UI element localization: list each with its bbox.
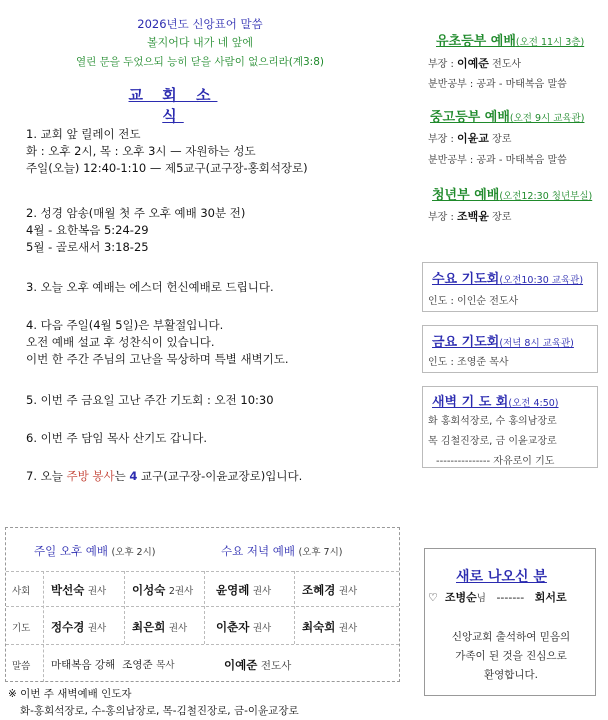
worship-schedule-table bbox=[5, 527, 400, 682]
news-item-3 bbox=[26, 279, 274, 296]
person-title: 2권사 bbox=[168, 586, 194, 597]
table-divider bbox=[6, 644, 399, 645]
elementary-service-title bbox=[436, 30, 584, 49]
news-item-line: 2. 성경 암송(매월 첫 주 오후 예배 30분 전) bbox=[26, 206, 246, 220]
sunday-service-heading bbox=[34, 543, 155, 559]
schedule-cell bbox=[132, 619, 187, 635]
section-title-text: 새벽 기 도 회 bbox=[432, 395, 509, 410]
leader-name: 이예준 bbox=[457, 57, 489, 70]
news-item-2 bbox=[26, 205, 245, 256]
newcomer-entry bbox=[428, 589, 567, 605]
preacher-name: 이예준 bbox=[224, 658, 258, 672]
dawn-prayer-line: --------------- 자유로이 기도 bbox=[436, 456, 555, 467]
table-divider bbox=[204, 571, 205, 644]
news-item-text: 는 bbox=[114, 469, 130, 483]
preacher-name: 조영준 bbox=[122, 659, 153, 671]
section-time: (오전10:30 교육관) bbox=[499, 275, 584, 286]
section-title-text: 수요 기도회 bbox=[432, 272, 500, 287]
person-title: 권사 bbox=[87, 586, 107, 597]
schedule-cell bbox=[132, 582, 193, 598]
motto-year-title: 2026년도 신앙표어 말씀 bbox=[137, 17, 263, 31]
news-item-line: 5월 - 골로새서 3:18-25 bbox=[26, 240, 149, 254]
dawn-leader-note-title: ※ 이번 주 새벽예배 인도자 bbox=[8, 688, 132, 700]
person-name: 최은희 bbox=[132, 620, 166, 634]
leader-title: 장로 bbox=[488, 134, 512, 145]
dawn-prayer-line: 화 홍회석장로, 수 홍의남장로 bbox=[428, 416, 557, 427]
motto-verse-line2: 열린 문을 두었으되 능히 닫을 사람이 없으리라(계3:8) bbox=[76, 56, 324, 68]
schedule-cell bbox=[302, 619, 357, 635]
elementary-leader bbox=[428, 55, 521, 71]
sermon-text: 마태복음 강해 bbox=[51, 659, 116, 671]
person-name: 이춘자 bbox=[216, 620, 250, 634]
person-name: 최숙희 bbox=[302, 620, 336, 634]
row-label-sermon: 말씀 bbox=[12, 661, 31, 672]
section-time: (오전12:30 청년부실) bbox=[499, 191, 593, 202]
welcome-line: 신앙교회 출석하여 믿음의 bbox=[451, 631, 571, 643]
news-item-text: 교구(교구장-이윤교장로)입니다. bbox=[137, 469, 303, 483]
section-time: (오전 4:50) bbox=[508, 398, 559, 409]
dawn-leader-note-list: 화-홍회석장로, 수-홍의남장로, 목-김철진장로, 금-이윤교장로 bbox=[20, 705, 299, 717]
leader-name: 이윤교 bbox=[457, 132, 489, 145]
section-time: (오전 11시 3층) bbox=[515, 37, 585, 48]
person-name: 이성숙 bbox=[132, 583, 166, 597]
news-item-line: 3. 오늘 오후 예배는 에스더 헌신예배로 드립니다. bbox=[26, 280, 274, 294]
motto-header bbox=[0, 14, 400, 73]
middle-high-leader bbox=[428, 130, 511, 146]
wednesday-prayer-leader: 인도 : 이인순 전도사 bbox=[428, 296, 519, 307]
newcomer-name: 조병순 bbox=[444, 591, 477, 604]
news-item-line: 이번 한 주간 주님의 고난을 묵상하며 특별 새벽기도. bbox=[26, 352, 289, 366]
person-name: 윤영례 bbox=[216, 583, 250, 597]
news-item-line: 4. 다음 주일(4월 5일)은 부활절입니다. bbox=[26, 318, 224, 332]
wednesday-service-label: 수요 저녁 예배 bbox=[221, 544, 295, 558]
news-item-line: 6. 이번 주 담임 목사 산기도 갑니다. bbox=[26, 431, 207, 445]
preacher-title: 전도사 bbox=[260, 660, 292, 672]
sunday-service-label: 주일 오후 예배 bbox=[34, 544, 108, 558]
section-title-text: 유초등부 예배 bbox=[436, 34, 516, 49]
news-item-line: 1. 교회 앞 릴레이 전도 bbox=[26, 127, 141, 141]
news-item-4 bbox=[26, 317, 289, 368]
news-item-line: 5. 이번 주 금요일 고난 주간 기도회 : 오전 10:30 bbox=[26, 393, 274, 407]
youth-leader bbox=[428, 208, 511, 224]
schedule-cell bbox=[216, 582, 271, 598]
leader-name: 조백윤 bbox=[457, 210, 489, 223]
newcomer-honorific: 님 bbox=[476, 593, 486, 604]
welcome-line: 환영합니다. bbox=[483, 669, 539, 681]
person-title: 권사 bbox=[168, 623, 188, 634]
news-item-line: 주일(오늘) 12:40-1:10 — 제5교구(교구장-홍회석장로) bbox=[26, 161, 308, 175]
wednesday-service-heading bbox=[221, 543, 342, 559]
row-label-prayer: 기도 bbox=[12, 623, 31, 634]
friday-prayer-leader: 인도 : 조영준 목사 bbox=[428, 357, 509, 368]
elementary-study: 분반공부 : 공과 - 마태복음 말씀 bbox=[428, 79, 567, 90]
section-time: (오전 9시 교육관) bbox=[509, 113, 585, 124]
section-time: (저녁 8시 교육관) bbox=[499, 338, 574, 349]
wednesday-service-time: (오후 7시) bbox=[298, 547, 343, 558]
schedule-cell bbox=[51, 619, 106, 635]
welcome-line: 가족이 된 것을 진심으로 bbox=[455, 650, 567, 662]
news-item-line: 화 : 오후 2시, 목 : 오후 3시 — 자원하는 성도 bbox=[26, 144, 256, 158]
leader-label: 부장 : bbox=[428, 212, 458, 223]
middle-high-service-title bbox=[430, 106, 584, 125]
news-item-7 bbox=[26, 468, 302, 485]
table-divider bbox=[6, 606, 399, 607]
newcomer-title: 새로 나오신 분 bbox=[456, 569, 547, 585]
leader-title: 장로 bbox=[488, 212, 512, 223]
newcomer-district: 회서로 bbox=[534, 591, 567, 604]
leader-title: 전도사 bbox=[488, 59, 522, 70]
person-title: 권사 bbox=[252, 623, 272, 634]
news-item-line: 오전 예배 설교 후 성찬식이 있습니다. bbox=[26, 335, 215, 349]
middle-high-study: 분반공부 : 공과 - 마태복음 말씀 bbox=[428, 155, 567, 166]
table-divider bbox=[124, 571, 125, 644]
news-item-line bbox=[26, 468, 302, 485]
section-title-text: 청년부 예배 bbox=[432, 188, 500, 203]
dawn-prayer-title bbox=[432, 391, 559, 410]
news-item-line: 4월 - 요한복음 5:24-29 bbox=[26, 223, 149, 237]
person-name: 조혜경 bbox=[302, 583, 336, 597]
friday-prayer-title bbox=[432, 331, 574, 350]
table-divider bbox=[43, 571, 44, 682]
preacher-title: 목사 bbox=[156, 660, 175, 671]
dawn-prayer-line: 목 김철진장로, 금 이윤교장로 bbox=[428, 436, 557, 447]
table-divider bbox=[294, 571, 295, 644]
section-title-text: 금요 기도회 bbox=[432, 335, 500, 350]
person-title: 권사 bbox=[252, 586, 272, 597]
person-title: 권사 bbox=[338, 586, 358, 597]
table-divider bbox=[6, 571, 399, 572]
kitchen-service-highlight: 주방 봉사 bbox=[66, 469, 115, 483]
heart-icon: ♡ bbox=[428, 591, 438, 604]
leader-label: 부장 : bbox=[428, 59, 458, 70]
leader-label: 부장 : bbox=[428, 134, 458, 145]
row-label-host: 사회 bbox=[12, 586, 31, 597]
schedule-cell bbox=[216, 619, 271, 635]
church-news-title: 교 회 소 식 bbox=[128, 86, 218, 125]
youth-service-title bbox=[432, 184, 592, 203]
news-item-5 bbox=[26, 392, 274, 409]
news-item-1 bbox=[26, 126, 308, 177]
person-title: 권사 bbox=[338, 623, 358, 634]
news-item-text: 7. 오늘 bbox=[26, 469, 67, 483]
sermon-left bbox=[51, 657, 175, 672]
separator: ------- bbox=[496, 591, 525, 604]
person-name: 정수경 bbox=[51, 620, 85, 634]
sunday-service-time: (오후 2시) bbox=[111, 547, 156, 558]
motto-verse-line1: 볼지어다 내가 네 앞에 bbox=[146, 36, 254, 49]
section-title-text: 중고등부 예배 bbox=[430, 110, 510, 125]
sermon-right bbox=[224, 657, 291, 673]
person-title: 권사 bbox=[87, 623, 107, 634]
person-name: 박선숙 bbox=[51, 583, 85, 597]
news-item-6 bbox=[26, 430, 207, 447]
schedule-cell bbox=[51, 582, 106, 598]
district-number: 4 bbox=[129, 469, 138, 483]
schedule-cell bbox=[302, 582, 357, 598]
newcomer-welcome bbox=[426, 628, 596, 685]
wednesday-prayer-title bbox=[432, 268, 583, 287]
